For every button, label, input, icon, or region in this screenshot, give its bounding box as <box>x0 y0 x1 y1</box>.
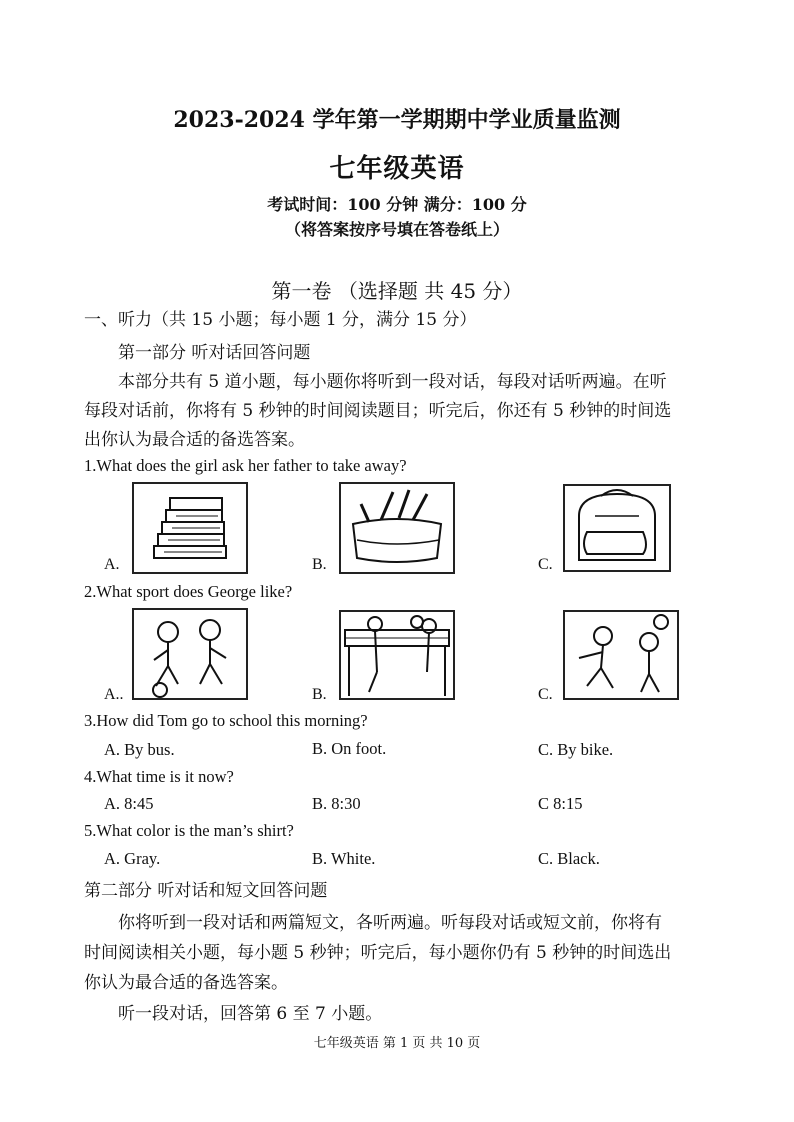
volume-heading: 第一卷 （选择题 共 45 分） <box>271 279 523 303</box>
section1-title: 第一部分 听对话回答问题 <box>118 343 311 363</box>
question-4-stem: 4.What time is it now? <box>84 767 234 786</box>
question-4-option-b[interactable]: B. 8:30 <box>312 794 361 813</box>
question-3-option-b[interactable]: B. On foot. <box>312 739 387 758</box>
question-1-stem: 1.What does the girl ask her father to take away? <box>84 456 407 475</box>
listening-heading: 一、听力（共 15 小题；每小题 1 分，满分 15 分） <box>84 310 477 330</box>
question-5-option-b[interactable]: B. White. <box>312 849 376 868</box>
section2-instruction-line2: 时间阅读相关小题，每小题 5 秒钟；听完后，每小题你仍有 5 秒钟的时间选出 <box>84 943 672 963</box>
books-icon <box>132 482 248 574</box>
section1-instruction-line3: 出你认为最合适的备选答案。 <box>84 430 305 450</box>
question-3-option-c[interactable]: C. By bike. <box>538 740 614 759</box>
question-2-option-c[interactable]: C. <box>538 686 553 703</box>
soccer-icon <box>132 608 248 700</box>
question-1-option-b[interactable]: B. <box>312 556 327 573</box>
subject-title: 七年级英语 <box>329 154 465 184</box>
question-4-option-c[interactable]: C 8:15 <box>538 794 583 813</box>
page-footer: 七年级英语 第 1 页 共 10 页 <box>313 1036 481 1051</box>
section2-title: 第二部分 听对话和短文回答问题 <box>84 881 328 901</box>
backpack-icon <box>563 484 671 572</box>
section2-subheading: 听一段对话，回答第 6 至 7 小题。 <box>118 1004 383 1024</box>
volleyball-icon <box>339 610 455 700</box>
section1-instruction-line2: 每段对话前，你将有 5 秒钟的时间阅读题目；听完后，你还有 5 秒钟的时间选 <box>84 401 672 421</box>
question-3-stem: 3.How did Tom go to school this morning? <box>84 711 368 730</box>
pencil-case-icon <box>339 482 455 574</box>
basketball-icon <box>563 610 679 700</box>
question-1-option-c[interactable]: C. <box>538 556 553 573</box>
question-2-stem: 2.What sport does George like? <box>84 582 293 601</box>
section2-instruction-line3: 你认为最合适的备选答案。 <box>84 973 288 993</box>
question-1-option-a[interactable]: A. <box>104 556 120 573</box>
exam-title: 2023-2024 学年第一学期期中学业质量监测 <box>173 107 621 133</box>
section1-instruction-line1: 本部分共有 5 道小题，每小题你将听到一段对话，每段对话听两遍。在听 <box>118 372 667 392</box>
section2-instruction-line1: 你将听到一段对话和两篇短文，各听两遍。听每段对话或短文前，你将有 <box>118 913 662 933</box>
question-2-option-b[interactable]: B. <box>312 686 327 703</box>
question-3-option-a[interactable]: A. By bus. <box>104 740 175 759</box>
exam-time-info: 考试时间：100 分钟 满分：100 分 <box>267 195 527 214</box>
question-2-option-a[interactable]: A.. <box>104 686 124 703</box>
question-5-stem: 5.What color is the man’s shirt? <box>84 821 294 840</box>
answer-note: （将答案按序号填在答卷纸上） <box>284 220 509 239</box>
question-4-option-a[interactable]: A. 8:45 <box>104 794 154 813</box>
question-5-option-c[interactable]: C. Black. <box>538 849 600 868</box>
question-5-option-a[interactable]: A. Gray. <box>104 849 161 868</box>
